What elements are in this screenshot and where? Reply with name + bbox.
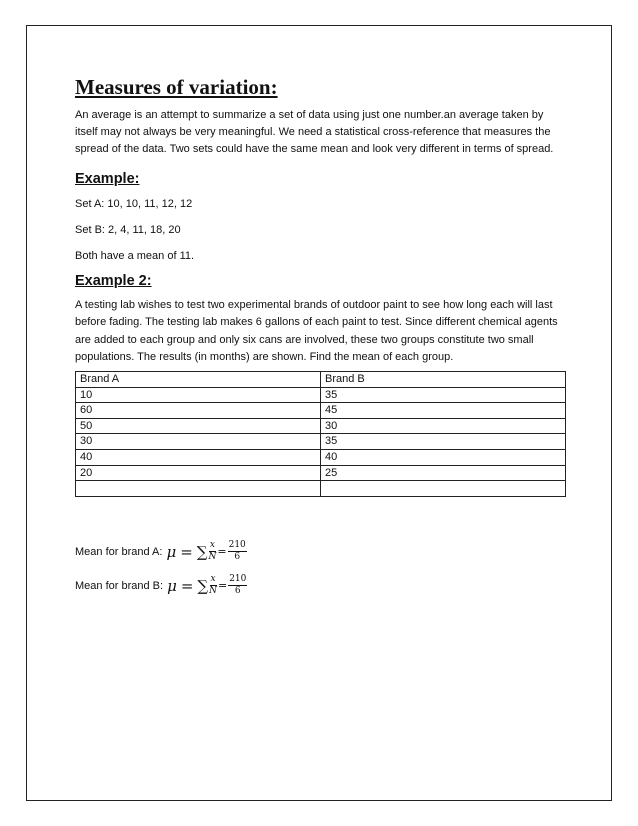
mu-symbol: μ (167, 576, 177, 595)
page-title: Measures of variation: (75, 75, 278, 99)
table-cell: 40 (321, 450, 566, 466)
table-cell: 35 (321, 434, 566, 450)
equals-sign: = (217, 579, 228, 592)
table-cell: 35 (321, 387, 566, 403)
table-row (76, 450, 566, 466)
mu-symbol: μ (166, 542, 177, 561)
sigma-symbol: ∑ (197, 576, 209, 595)
mean-note-text: Both have a mean of 11. (75, 250, 195, 263)
table-cell: 50 (76, 418, 321, 434)
table-header-cell: Brand A (76, 372, 321, 388)
equals-sign: = (180, 576, 194, 595)
table-cell: 25 (321, 465, 566, 481)
fraction-value: $\frac{210}{6}$ (228, 540, 246, 562)
example2-paragraph: A testing lab wishes to test two experimental brands of outdoor paint to see how long each will last before fading. The testing lab makes 6 gallons of each paint to test. Since different chemical agents are added to each group and only six cans are involved, these two groups constitute two small populations. The results (in months) are shown. Find the mean of each group. (75, 299, 558, 363)
table-row (76, 387, 566, 403)
table-cell: 30 (321, 418, 566, 434)
table-row-empty (76, 481, 566, 497)
document-content (75, 74, 567, 497)
fraction-x-over-n: $\frac{x}{N}$ (208, 540, 217, 562)
results-table (75, 371, 566, 497)
table-header-cell: Brand B (321, 372, 566, 388)
table-row (76, 434, 566, 450)
equals-sign: = (217, 545, 227, 558)
table-cell: 40 (76, 450, 321, 466)
example-heading: Example: (75, 170, 140, 187)
table-cell: 45 (321, 403, 566, 419)
table-row (76, 465, 566, 481)
table-cell: 60 (76, 403, 321, 419)
sigma-symbol: ∑ (196, 542, 208, 561)
table-cell: 10 (76, 387, 321, 403)
example-sets (75, 196, 567, 266)
set-a-text: Set A: 10, 10, 11, 12, 12 (75, 197, 193, 210)
mean-label: Mean for brand A: (75, 545, 163, 558)
table-row (76, 418, 566, 434)
table-header-row (76, 372, 566, 388)
mean-brand-b (75, 574, 247, 597)
table-cell: 30 (76, 434, 321, 450)
equals-sign: = (180, 542, 193, 561)
table-cell (321, 481, 566, 497)
table-cell (76, 481, 321, 497)
table-row (76, 403, 566, 419)
fraction-x-over-n: $\frac{x}{N}$ (209, 574, 217, 596)
mean-label: Mean for brand B: (75, 579, 164, 592)
fraction-value: $\frac{210}{6}$ (229, 574, 247, 596)
example2-heading: Example 2: (75, 273, 152, 290)
set-b-text: Set B: 2, 4, 11, 18, 20 (75, 223, 181, 236)
mean-brand-a (75, 540, 247, 563)
table-cell: 20 (76, 465, 321, 481)
intro-paragraph: An average is an attempt to summarize a set of data using just one number.an average taken by itself may not always be very meaningful. We need a statistical cross-reference that measures the spread of the data. Two sets could have the same mean and look very different in terms of spread. (75, 109, 554, 156)
